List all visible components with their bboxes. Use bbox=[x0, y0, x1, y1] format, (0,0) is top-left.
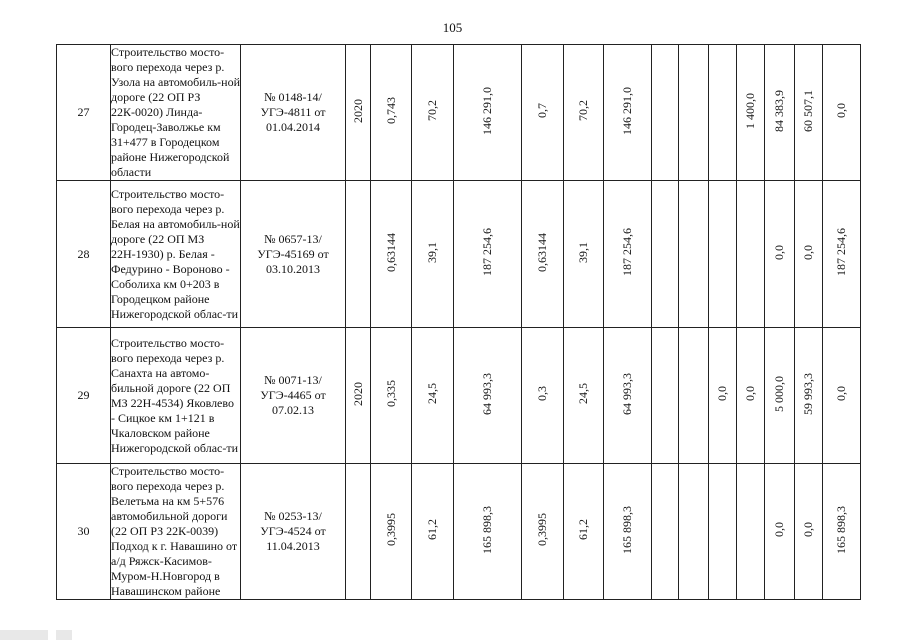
value-cell bbox=[737, 45, 765, 181]
object-name: Строительство мосто-вого перехода через р. Велетьма на км 5+576 автомобильной дороги (22 ОП РЗ 22К-0039) Подход к г. Навашино от а/д Ряжск-Касимов-Муром-Н.Новгород в Навашинском районе bbox=[111, 464, 241, 600]
value-text: 146 291,0 bbox=[480, 86, 494, 135]
value-cell bbox=[564, 464, 604, 600]
value-cell bbox=[371, 181, 412, 328]
value-cell bbox=[765, 45, 795, 181]
value-cell bbox=[454, 181, 522, 328]
value-cell bbox=[564, 181, 604, 328]
value-cell bbox=[709, 45, 737, 181]
value-text: 187 254,6 bbox=[834, 228, 848, 276]
value-cell bbox=[604, 328, 652, 464]
value-cell bbox=[679, 464, 709, 600]
value-text: 24,5 bbox=[425, 383, 439, 404]
value-cell bbox=[679, 45, 709, 181]
page-number: 105 bbox=[442, 20, 463, 35]
value-cell bbox=[412, 464, 454, 600]
value-text: 187 254,6 bbox=[620, 228, 634, 276]
value-cell bbox=[412, 45, 454, 181]
value-text: 0,3 bbox=[535, 386, 549, 401]
value-text: 187 254,6 bbox=[480, 228, 494, 276]
value-text: 24,5 bbox=[576, 383, 590, 404]
value-cell bbox=[737, 464, 765, 600]
value-cell bbox=[652, 181, 679, 328]
value-cell bbox=[709, 464, 737, 600]
value-cell bbox=[823, 464, 861, 600]
value-cell bbox=[823, 181, 861, 328]
value-text: 61,2 bbox=[425, 519, 439, 540]
value-cell bbox=[346, 464, 371, 600]
value-cell bbox=[604, 45, 652, 181]
value-cell bbox=[709, 328, 737, 464]
value-cell bbox=[346, 328, 371, 464]
value-text: 0,0 bbox=[715, 386, 729, 401]
object-name: Строительство мосто-вого перехода через р. Узола на автомобиль-ной дороге (22 ОП РЗ 22К-0020) Линда-Городец-Заволжье км 31+477 в Городецком районе Нижегородской области bbox=[111, 45, 240, 179]
value-text: 0,0 bbox=[772, 522, 786, 537]
value-cell bbox=[652, 464, 679, 600]
table-row bbox=[57, 45, 861, 181]
value-text: 146 291,0 bbox=[620, 86, 634, 135]
expertise-reference: № 0657-13/УГЭ-45169 от 03.10.2013 bbox=[241, 181, 346, 328]
value-text: 0,0 bbox=[801, 244, 815, 260]
value-text: 0,0 bbox=[801, 522, 815, 537]
value-text: 2020 bbox=[350, 98, 365, 123]
value-text: 0,743 bbox=[383, 97, 398, 124]
value-cell bbox=[795, 45, 823, 181]
value-text: 39,1 bbox=[576, 241, 590, 263]
value-cell bbox=[823, 328, 861, 464]
value-text: 165 898,3 bbox=[480, 505, 494, 554]
value-text: 0,63144 bbox=[383, 232, 398, 272]
expertise-reference: № 0148-14/УГЭ-4811 от 01.04.2014 bbox=[241, 45, 346, 181]
table-row bbox=[57, 181, 861, 328]
value-cell bbox=[652, 328, 679, 464]
value-text: 59 993,3 bbox=[801, 372, 815, 415]
expertise-reference: № 0253-13/УГЭ-4524 от 11.04.2013 bbox=[241, 464, 346, 600]
value-cell bbox=[412, 181, 454, 328]
table-row bbox=[57, 464, 861, 600]
value-cell bbox=[522, 328, 564, 464]
value-cell bbox=[454, 464, 522, 600]
value-text: 165 898,3 bbox=[834, 505, 848, 554]
table-row bbox=[57, 328, 861, 464]
value-cell bbox=[737, 181, 765, 328]
value-text: 0,0 bbox=[834, 386, 848, 401]
value-cell bbox=[795, 464, 823, 600]
object-name: Строительство мосто-вого перехода через р. Белая на автомобиль-ной дороге (22 ОП МЗ 22Н-1930) р. Белая - Федурино - Вороново - Соболиха км 0+203 в Городецком районе Нижегородской облас-ти bbox=[111, 181, 241, 328]
value-text: 5 000,0 bbox=[772, 375, 786, 412]
value-text: 0,7 bbox=[535, 103, 549, 118]
row-number: 28 bbox=[57, 181, 111, 328]
row-number: 29 bbox=[57, 328, 111, 464]
funding-table bbox=[56, 44, 861, 600]
value-cell bbox=[564, 45, 604, 181]
value-text: 0,3995 bbox=[383, 513, 398, 546]
value-cell bbox=[823, 45, 861, 181]
value-cell bbox=[346, 45, 371, 181]
value-text: 39,1 bbox=[425, 241, 439, 263]
value-text: 0,0 bbox=[834, 103, 848, 118]
value-cell bbox=[795, 328, 823, 464]
value-cell bbox=[652, 45, 679, 181]
value-cell bbox=[454, 45, 522, 181]
value-text: 0,0 bbox=[743, 386, 757, 401]
value-cell bbox=[679, 181, 709, 328]
value-text: 0,3995 bbox=[535, 513, 549, 546]
value-text: 0,335 bbox=[383, 380, 398, 407]
value-text: 1 400,0 bbox=[743, 92, 757, 129]
value-cell bbox=[454, 328, 522, 464]
value-cell bbox=[765, 464, 795, 600]
value-text: 64 993,3 bbox=[480, 372, 494, 415]
scan-artifact bbox=[56, 630, 72, 640]
row-number: 30 bbox=[57, 464, 111, 600]
value-cell bbox=[522, 45, 564, 181]
row-number: 27 bbox=[57, 45, 111, 181]
value-text: 165 898,3 bbox=[620, 505, 634, 554]
object-name: Строительство мосто-вого перехода через р. Санахта на автомо-бильной дороге (22 ОП МЗ 22Н-4534) Яковлево - Сицкое км 1+121 в Чкаловском районе Нижегородской облас-ти bbox=[111, 328, 241, 464]
value-text: 64 993,3 bbox=[620, 372, 634, 415]
value-cell bbox=[765, 328, 795, 464]
expertise-reference: № 0071-13/УГЭ-4465 от 07.02.13 bbox=[241, 328, 346, 464]
value-cell bbox=[371, 464, 412, 600]
value-cell bbox=[371, 328, 412, 464]
value-text: 70,2 bbox=[576, 100, 590, 121]
value-cell bbox=[709, 181, 737, 328]
value-cell bbox=[604, 181, 652, 328]
value-cell bbox=[522, 464, 564, 600]
value-cell bbox=[679, 328, 709, 464]
value-text: 0,63144 bbox=[535, 232, 549, 272]
value-cell bbox=[371, 45, 412, 181]
value-text: 61,2 bbox=[576, 519, 590, 540]
value-cell bbox=[604, 464, 652, 600]
value-cell bbox=[765, 181, 795, 328]
value-text: 2020 bbox=[350, 381, 365, 406]
value-cell bbox=[522, 181, 564, 328]
value-cell bbox=[795, 181, 823, 328]
value-cell bbox=[412, 328, 454, 464]
value-text: 0,0 bbox=[772, 244, 786, 260]
value-text: 70,2 bbox=[425, 100, 439, 121]
value-cell bbox=[737, 328, 765, 464]
value-cell bbox=[564, 328, 604, 464]
value-cell bbox=[346, 181, 371, 328]
scan-artifact bbox=[0, 630, 48, 640]
value-text: 60 507,1 bbox=[801, 89, 815, 132]
value-text: 84 383,9 bbox=[772, 89, 786, 132]
